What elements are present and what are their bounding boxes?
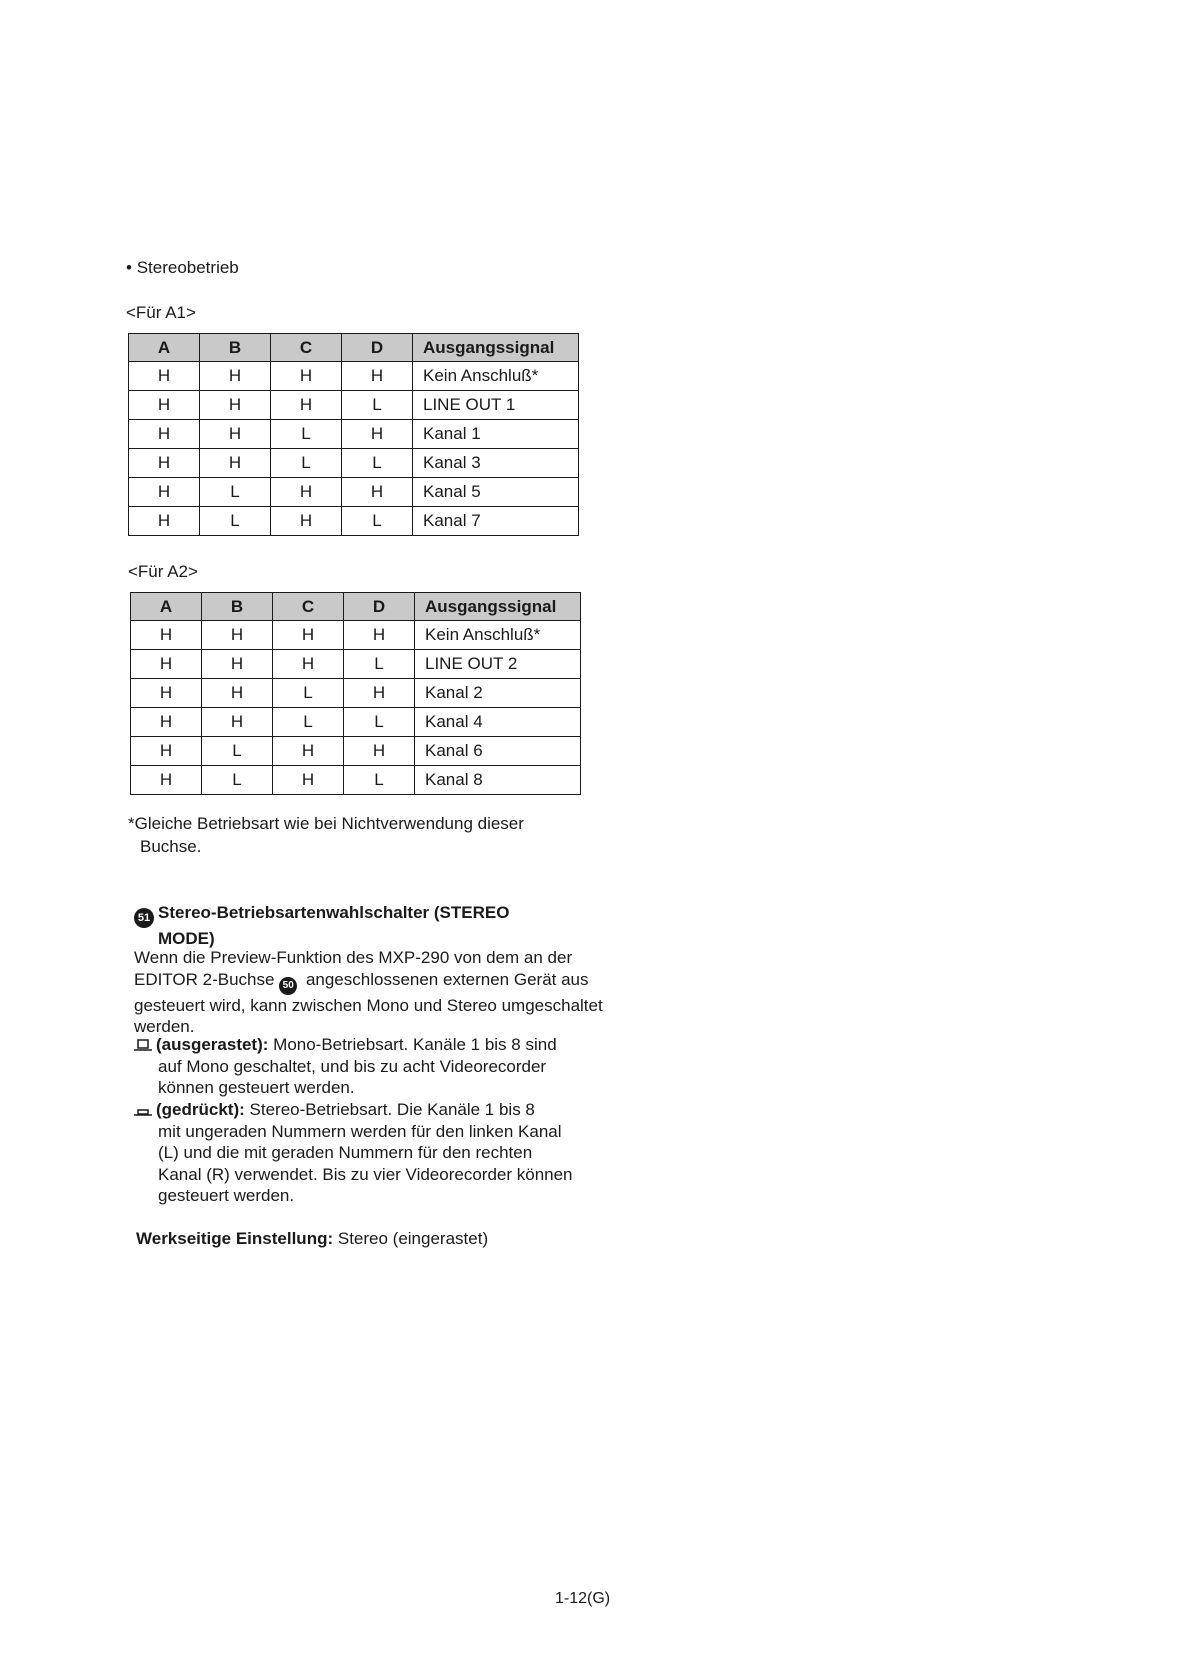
signal-level-cell: H (271, 478, 342, 507)
signal-level-cell: H (342, 420, 413, 449)
header-output: Ausgangssignal (415, 593, 581, 621)
signal-level-cell: L (344, 708, 415, 737)
signal-level-cell: H (200, 362, 271, 391)
signal-level-cell: L (342, 391, 413, 420)
header-b: B (200, 334, 271, 362)
output-signal-cell: Kanal 7 (413, 507, 579, 536)
signal-level-cell: L (271, 449, 342, 478)
signal-level-cell: L (273, 679, 344, 708)
table-row (129, 420, 579, 449)
output-signal-cell: Kein Anschluß* (415, 621, 581, 650)
header-a: A (129, 334, 200, 362)
signal-level-cell: H (131, 708, 202, 737)
section-title-line2: MODE) (158, 929, 215, 948)
signal-level-cell: H (131, 737, 202, 766)
factory-setting-label: Werkseitige Einstellung: (136, 1229, 334, 1248)
output-signal-cell: Kein Anschluß* (413, 362, 579, 391)
header-d: D (342, 334, 413, 362)
signal-level-cell: L (202, 737, 273, 766)
signal-level-cell: H (200, 391, 271, 420)
signal-level-cell: H (129, 507, 200, 536)
header-c: C (271, 334, 342, 362)
signal-level-cell: H (129, 478, 200, 507)
table-row (131, 737, 581, 766)
option-released (134, 1034, 574, 1099)
signal-level-cell: H (131, 679, 202, 708)
header-b: B (202, 593, 273, 621)
signal-level-cell: H (273, 766, 344, 795)
option-pressed-label: (gedrückt): (156, 1100, 245, 1119)
table-a1-body (129, 362, 579, 536)
table-row (129, 507, 579, 536)
section-number-badge: 51 (134, 908, 154, 928)
header-c: C (273, 593, 344, 621)
signal-level-cell: H (202, 650, 273, 679)
table-row (129, 449, 579, 478)
option-pressed (134, 1099, 574, 1207)
table-a2-body (131, 621, 581, 795)
table-row (131, 679, 581, 708)
switch-released-icon (134, 1039, 152, 1051)
table-a2-caption: <Für A2> (128, 562, 198, 581)
signal-level-cell: H (131, 766, 202, 795)
signal-level-cell: H (129, 391, 200, 420)
signal-level-cell: L (200, 478, 271, 507)
signal-level-cell: H (202, 621, 273, 650)
signal-level-cell: H (344, 621, 415, 650)
table-row (129, 478, 579, 507)
signal-level-cell: H (342, 362, 413, 391)
page-number: 1-12(G) (555, 1590, 611, 1607)
signal-level-cell: H (271, 362, 342, 391)
signal-level-cell: H (129, 362, 200, 391)
stereo-label: Stereobetrieb (136, 258, 239, 277)
table-a1 (128, 333, 579, 536)
reference-number-badge: 50 (279, 977, 297, 995)
signal-level-cell: H (131, 621, 202, 650)
signal-level-cell: L (344, 766, 415, 795)
signal-level-cell: L (202, 766, 273, 795)
signal-level-cell: H (342, 478, 413, 507)
footnote-line1: *Gleiche Betriebsart wie bei Nichtverwendung dieser (128, 814, 524, 833)
output-signal-cell: Kanal 1 (413, 420, 579, 449)
table-row (131, 650, 581, 679)
signal-level-cell: L (342, 449, 413, 478)
signal-level-cell: H (200, 449, 271, 478)
paragraph-part1: Wenn die Preview-Funktion des MXP-290 von dem an der EDITOR 2-Buchse (134, 948, 573, 989)
option-released-text1: Mono-Betriebsart. Kanäle 1 bis 8 sind (273, 1035, 557, 1054)
output-signal-cell: Kanal 3 (413, 449, 579, 478)
header-a: A (131, 593, 202, 621)
switch-pressed-icon (134, 1104, 152, 1116)
signal-level-cell: L (344, 650, 415, 679)
option-pressed-text1: Stereo-Betriebsart. Die Kanäle 1 bis 8 (249, 1100, 535, 1119)
signal-level-cell: L (273, 708, 344, 737)
table-row (129, 362, 579, 391)
paragraph-part2: angeschlossenen externen Gerät aus gesteuert wird, kann zwischen Mono und Stereo umgeschaltet werden. (134, 969, 603, 1037)
signal-level-cell: H (344, 679, 415, 708)
signal-level-cell: H (273, 737, 344, 766)
signal-level-cell: L (271, 420, 342, 449)
output-signal-cell: LINE OUT 2 (415, 650, 581, 679)
signal-level-cell: H (271, 391, 342, 420)
signal-level-cell: H (202, 708, 273, 737)
signal-level-cell: L (200, 507, 271, 536)
signal-level-cell: H (131, 650, 202, 679)
signal-level-cell: H (344, 737, 415, 766)
signal-level-cell: H (273, 650, 344, 679)
footnote-line2: Buchse. (140, 837, 202, 856)
table-row (131, 708, 581, 737)
output-signal-cell: Kanal 4 (415, 708, 581, 737)
table-header-row (129, 334, 579, 362)
option-released-label: (ausgerastet): (156, 1035, 269, 1054)
table-row (131, 621, 581, 650)
output-signal-cell: Kanal 2 (415, 679, 581, 708)
output-signal-cell: Kanal 8 (415, 766, 581, 795)
table-a2 (130, 592, 581, 795)
stereo-bullet: • Stereobetrieb (126, 258, 239, 277)
output-signal-cell: Kanal 5 (413, 478, 579, 507)
signal-level-cell: H (271, 507, 342, 536)
header-output: Ausgangssignal (413, 334, 579, 362)
section-heading (134, 902, 604, 949)
header-d: D (344, 593, 415, 621)
signal-level-cell: H (129, 420, 200, 449)
output-signal-cell: Kanal 6 (415, 737, 581, 766)
table-header-row (131, 593, 581, 621)
signal-level-cell: H (273, 621, 344, 650)
table-row (129, 391, 579, 420)
signal-level-cell: H (202, 679, 273, 708)
option-released-text2: auf Mono geschaltet, und bis zu acht Videorecorder können gesteuert werden. (158, 1056, 547, 1098)
factory-setting (136, 1228, 488, 1249)
factory-setting-value: Stereo (eingerastet) (337, 1229, 489, 1248)
table-a1-caption: <Für A1> (126, 303, 196, 322)
section-paragraph (134, 947, 604, 1038)
output-signal-cell: LINE OUT 1 (413, 391, 579, 420)
section-title-line1: Stereo-Betriebsartenwahlschalter (STEREO (158, 903, 510, 922)
table-row (131, 766, 581, 795)
signal-level-cell: H (200, 420, 271, 449)
option-pressed-text2: mit ungeraden Nummern werden für den linken Kanal (L) und die mit geraden Nummern für den rechten Kanal (R) verwendet. Bis zu vier Videorecorder können gesteuert werden. (158, 1121, 573, 1206)
footnote (128, 812, 588, 858)
signal-level-cell: L (342, 507, 413, 536)
signal-level-cell: H (129, 449, 200, 478)
